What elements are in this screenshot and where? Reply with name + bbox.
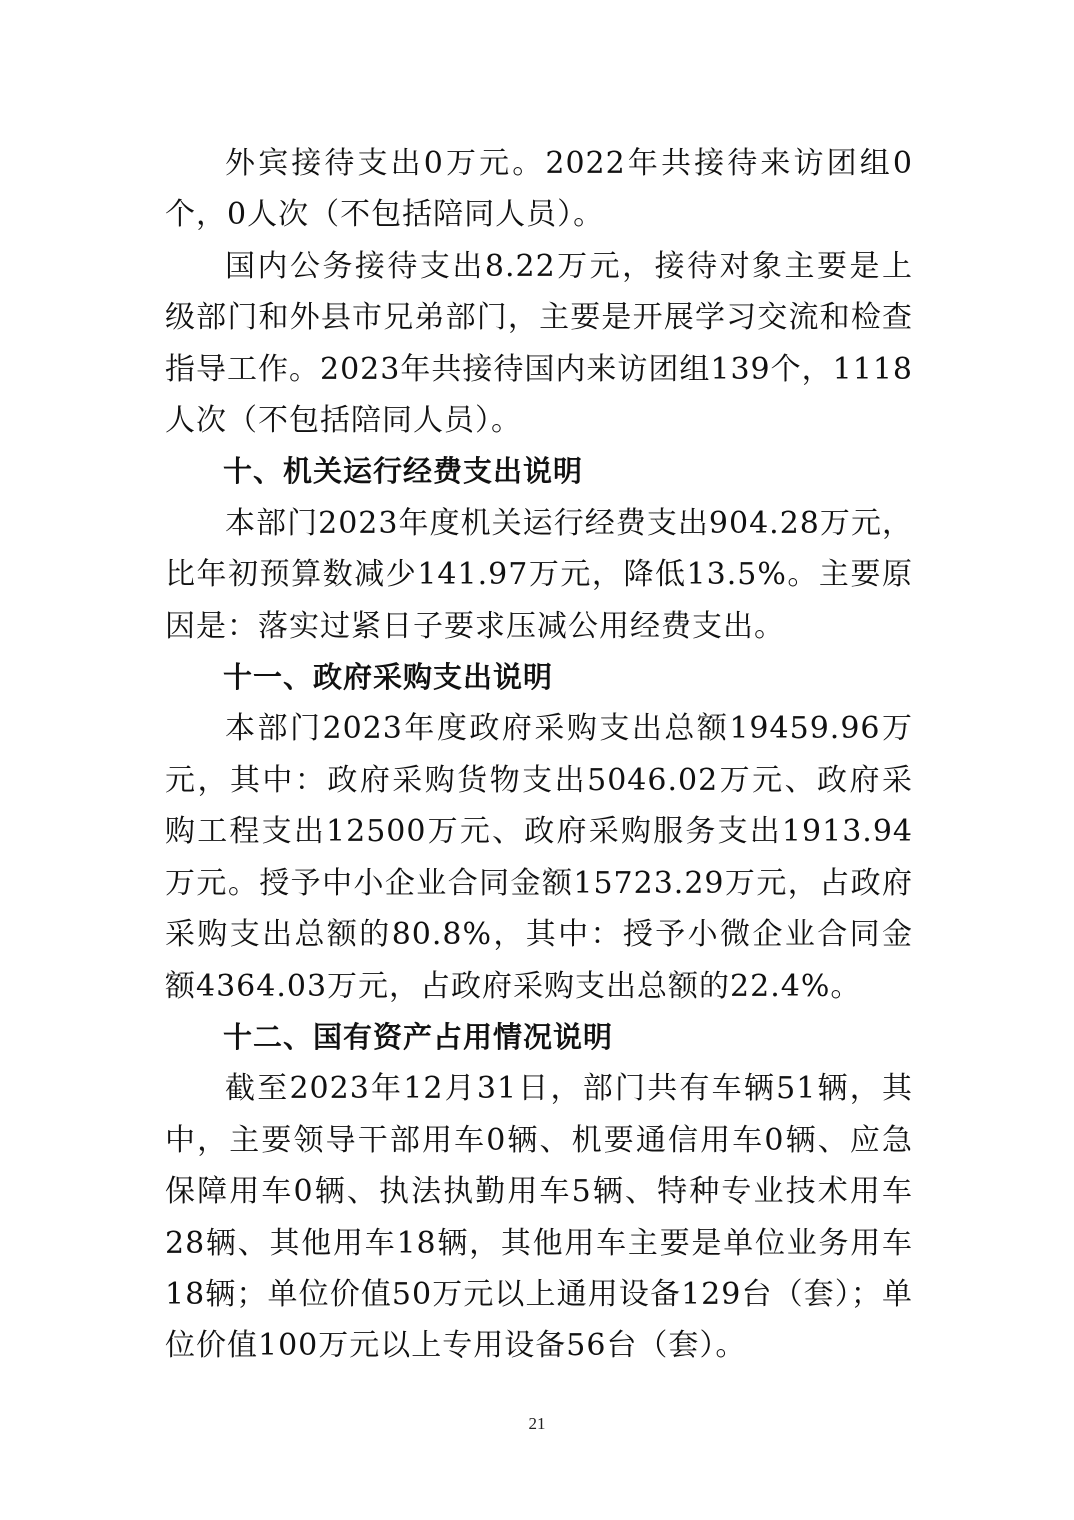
paragraph-foreign-reception: 外宾接待支出0万元。2022年共接待来访团组0个，0人次（不包括陪同人员）。 [165,146,913,233]
heading-section-11: 十一、政府采购支出说明 [223,660,554,695]
heading-section-10: 十、机关运行经费支出说明 [223,454,584,489]
paragraph-procurement: 本部门2023年度政府采购支出总额19459.96万元，其中：政府采购货物支出5046.02万元、政府采购工程支出12500万元、政府采购服务支出1913.94万元。授予中小企业合同金额15723.29万元，占政府采购支出总额的80.8%，其中：授予小微企业合同金额4364.03万元，占政府采购支出总额的22.4%。 [165,711,913,1004]
heading-section-12: 十二、国有资产占用情况说明 [223,1019,614,1054]
paragraph-state-assets: 截至2023年12月31日，部门共有车辆51辆，其中，主要领导干部用车0辆、机要通信用车0辆、应急保障用车0辆、执法执勤用车5辆、特种专业技术用车28辆、其他用车18辆，其他用车主要是单位业务用车18辆；单位价值50万元以上通用设备129台（套）；单位价值100万元以上专用设备56台（套）。 [165,1071,913,1364]
paragraph-operating-expenses: 本部门2023年度机关运行经费支出904.28万元，比年初预算数减少141.97万元，降低13.5%。主要原因是：落实过紧日子要求压减公用经费支出。 [165,505,913,644]
page-number: 21 [528,1414,546,1433]
document-body [165,138,913,1372]
paragraph-domestic-reception: 国内公务接待支出8.22万元，接待对象主要是上级部门和外县市兄弟部门，主要是开展学习交流和检查指导工作。2023年共接待国内来访团组139个，1118人次（不包括陪同人员）。 [165,248,913,439]
